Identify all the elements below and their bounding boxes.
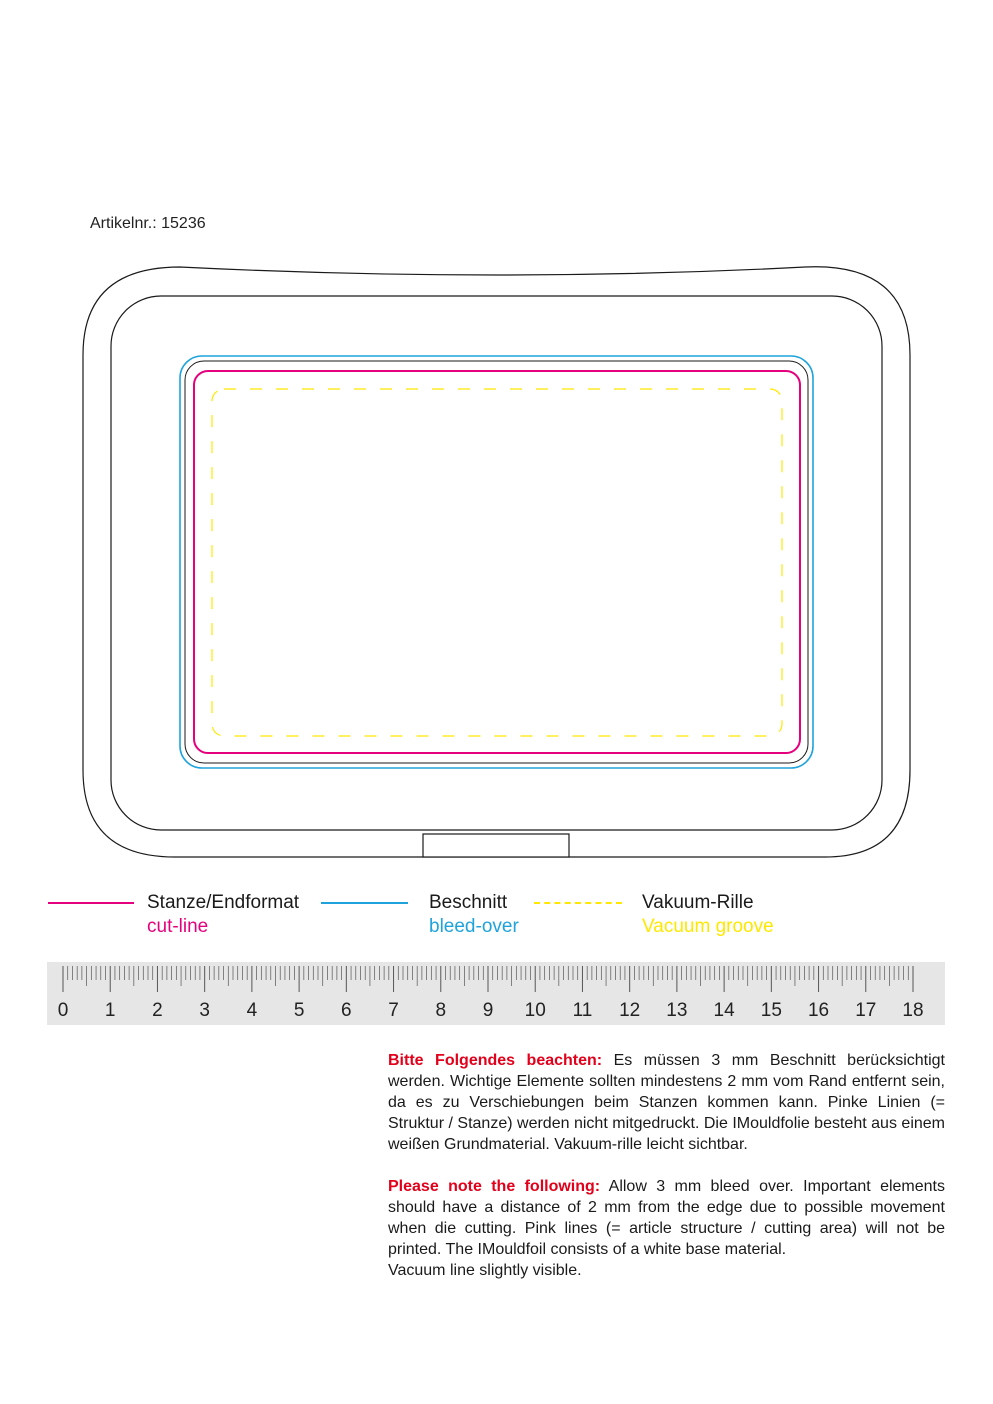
note-german-body: Es müssen 3 mm Beschnitt berücksichtigt werden. Wichtige Elemente sollten mindestens 2 mm vom Rand entfernt sein, da es zu Verschiebungen beim Stanzen kommen kann. Pinke Linien (= Struktur / Stanze) werden nicht mitgedruckt. Die IMouldfolie besteht aus einem weißen Grundmaterial. Vakuum-rille leicht sichtbar. (388, 1052, 945, 1153)
label-edge-line (185, 361, 808, 763)
ruler-label: 5 (293, 1000, 305, 1021)
ruler-label: 0 (57, 1000, 69, 1021)
ruler-label: 13 (666, 1000, 688, 1021)
ruler-label: 8 (435, 1000, 447, 1021)
note-english-body: Allow 3 mm bleed over. Important elements should have a distance of 2 mm from the edge due to possible movement when die cutting. Pink lines (= article structure / cutting area) will not be printed. The IMouldfoil consists of a white base material. (388, 1178, 946, 1258)
vacuum-groove (212, 389, 782, 736)
note-german-heading: Bitte Folgendes beachten: (388, 1052, 603, 1069)
note-english (388, 1176, 945, 1281)
ruler-ticks (47, 962, 945, 998)
legend-vacuum-swatch (534, 902, 622, 904)
article-number: Artikelnr.: 15236 (90, 215, 206, 232)
note-english-body-2: Vacuum line slightly visible. (388, 1262, 582, 1279)
ruler-label: 11 (572, 1000, 593, 1021)
ruler-label: 12 (619, 1000, 641, 1021)
ruler-label: 16 (807, 1000, 830, 1021)
note-english-heading: Please note the following: (388, 1178, 601, 1195)
legend-bleed-label-de: Beschnitt (429, 892, 508, 913)
ruler-label: 7 (388, 1000, 399, 1021)
legend-cut-label-de: Stanze/Endformat (147, 892, 300, 913)
ruler-label: 14 (713, 1000, 735, 1021)
legend-vacuum-label-de: Vakuum-Rille (642, 892, 754, 913)
legend-bleed-label-en: bleed-over (429, 916, 519, 937)
legend-cut-label-en: cut-line (147, 916, 209, 937)
ruler-label: 3 (199, 1000, 210, 1021)
ruler-label: 1 (104, 1000, 116, 1021)
ruler-label: 18 (902, 1000, 924, 1021)
ruler-label: 10 (524, 1000, 546, 1021)
ruler-label: 6 (341, 1000, 352, 1021)
ruler-label: 2 (152, 1000, 163, 1021)
legend-bleed-swatch (321, 902, 408, 904)
bottom-tab (423, 834, 569, 857)
bleed-line (180, 356, 813, 768)
legend-vacuum-label-en: Vacuum groove (642, 916, 774, 937)
note-german (388, 1050, 945, 1155)
inner-contour (111, 296, 882, 830)
ruler (47, 962, 945, 1025)
legend-cut-swatch (48, 902, 134, 904)
ruler-label: 17 (855, 1000, 877, 1021)
ruler-label: 4 (246, 1000, 258, 1021)
ruler-label: 15 (760, 1000, 782, 1021)
ruler-label: 9 (482, 1000, 494, 1021)
cut-line (194, 371, 800, 753)
